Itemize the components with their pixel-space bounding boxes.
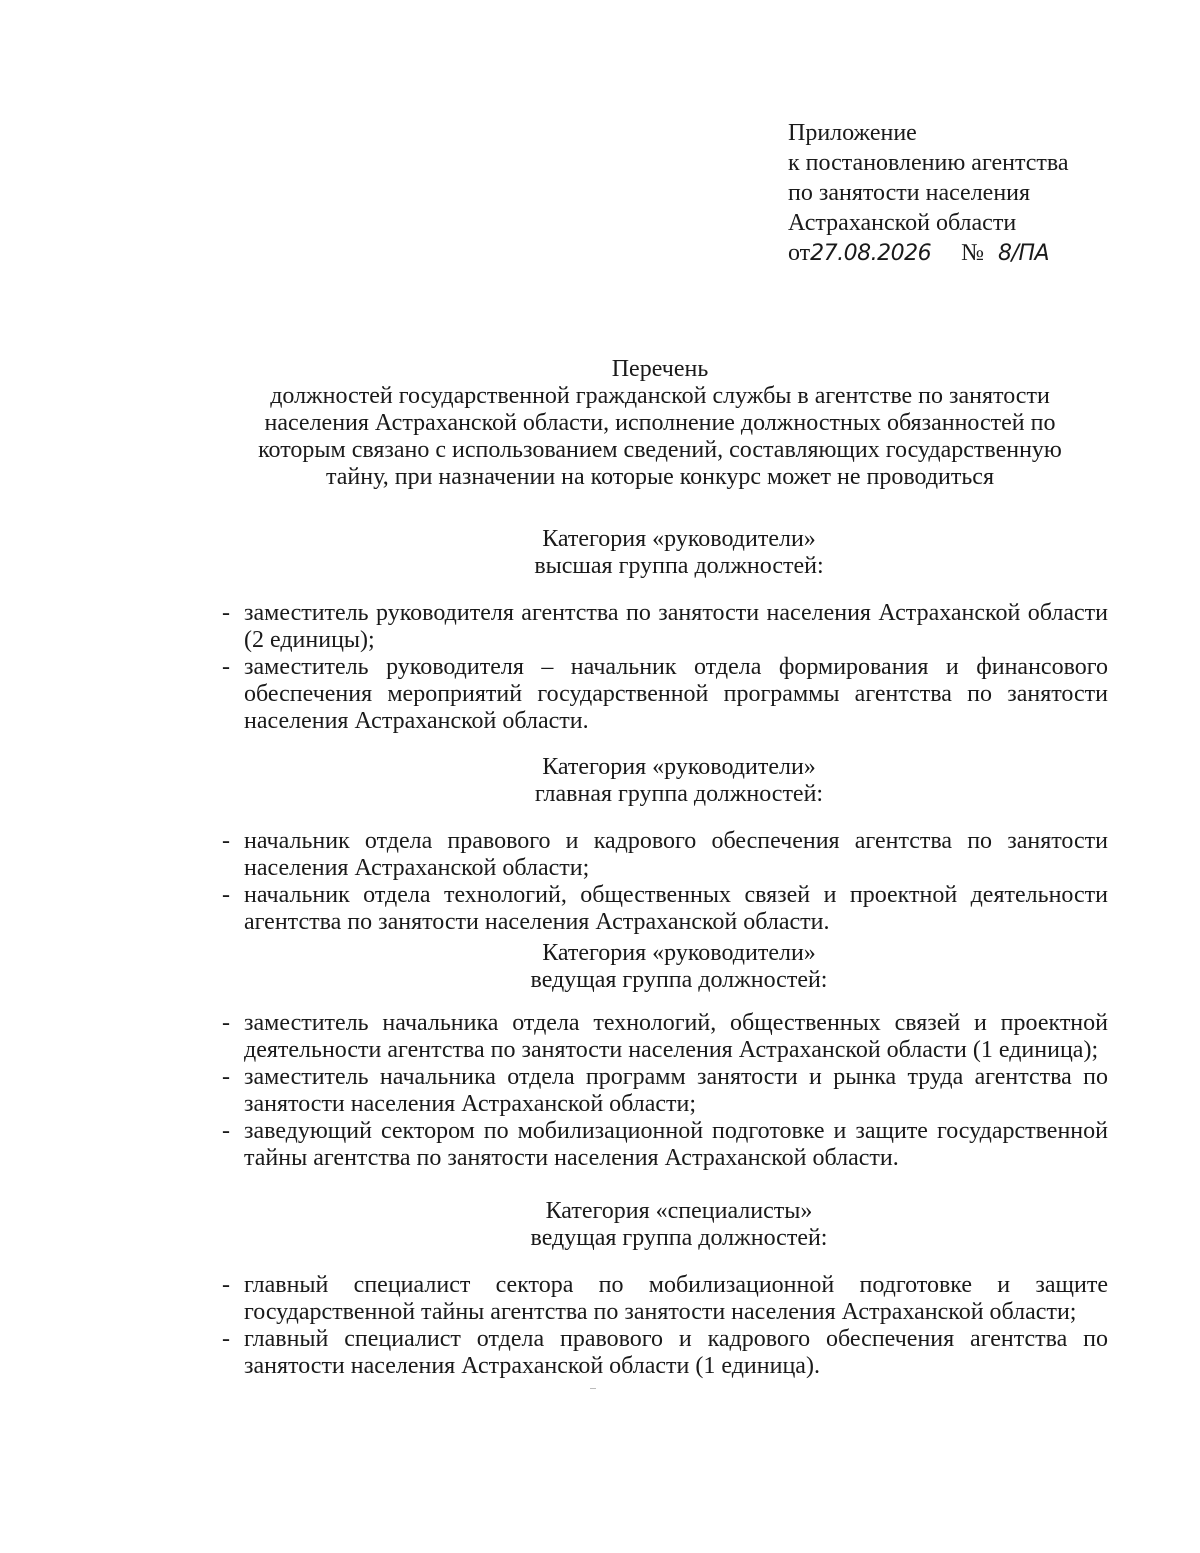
category-label: Категория «руководители» <box>542 754 816 780</box>
section-leaders-highest <box>222 526 1108 735</box>
group-label: высшая группа должностей: <box>534 553 824 579</box>
list-item: - заместитель начальника отдела технологий, общественных связей и проектной деятельности агентства по занятости населения Астраханской области (1 единица); <box>222 1010 1108 1063</box>
title-line: которым связано с использованием сведений, составляющих государственную <box>258 437 1062 463</box>
list-item: - начальник отдела технологий, общественных связей и проектной деятельности агентства по занятости населения Астраханской области. <box>222 882 1108 935</box>
date-prefix: от <box>788 240 811 266</box>
category-label: Категория «руководители» <box>542 940 816 966</box>
position-list <box>222 600 1108 735</box>
section-leaders-leading <box>222 940 1108 1172</box>
list-item: - главный специалист отдела правового и кадрового обеспечения агентства по занятости населения Астраханской области (1 единица). <box>222 1326 1108 1379</box>
position-list <box>222 828 1108 936</box>
category-heading <box>222 754 1108 808</box>
appendix-date-line <box>788 238 1118 269</box>
position-list <box>222 1010 1108 1172</box>
group-label: главная группа должностей: <box>534 781 824 807</box>
scan-speck <box>590 1388 596 1389</box>
category-label: Категория «специалисты» <box>545 1198 813 1224</box>
section-leaders-main <box>222 754 1108 936</box>
category-heading <box>222 526 1108 580</box>
list-item: - заместитель руководителя агентства по занятости населения Астраханской области (2 единицы); <box>222 600 1108 653</box>
handwritten-number: 8/ПА <box>998 241 1050 266</box>
list-item: - заведующий сектором по мобилизационной подготовке и защите государственной тайны агентства по занятости населения Астраханской области. <box>222 1118 1108 1171</box>
group-label: ведущая группа должностей: <box>530 967 828 993</box>
category-label: Категория «руководители» <box>542 526 816 552</box>
appendix-label: Приложение <box>788 120 917 146</box>
title-line: должностей государственной гражданской службы в агентстве по занятости <box>270 383 1050 409</box>
list-item: - заместитель руководителя – начальник отдела формирования и финансового обеспечения мероприятий государственной программы агентства по занятости населения Астраханской области. <box>222 654 1108 734</box>
title-line: населения Астраханской области, исполнение должностных обязанностей по <box>264 410 1056 436</box>
list-item: - заместитель начальника отдела программ занятости и рынка труда агентства по занятости населения Астраханской области; <box>222 1064 1108 1117</box>
appendix-line: Астраханской области <box>788 210 1017 236</box>
section-specialists-leading <box>222 1198 1108 1380</box>
handwritten-date: 27.08.2026 <box>810 241 932 266</box>
appendix-block <box>788 118 1118 269</box>
appendix-line: по занятости населения <box>788 180 1031 206</box>
appendix-line: к постановлению агентства <box>788 150 1069 176</box>
document-title <box>200 356 1120 491</box>
title-heading: Перечень <box>611 356 709 382</box>
number-sign: № <box>961 240 985 266</box>
category-heading <box>222 1198 1108 1252</box>
list-item: - начальник отдела правового и кадрового обеспечения агентства по занятости населения Астраханской области; <box>222 828 1108 881</box>
group-label: ведущая группа должностей: <box>530 1225 828 1251</box>
list-item: - главный специалист сектора по мобилизационной подготовке и защите государственной тайны агентства по занятости населения Астраханской области; <box>222 1272 1108 1325</box>
position-list <box>222 1272 1108 1380</box>
title-line: тайну, при назначении на которые конкурс может не проводиться <box>326 464 994 490</box>
category-heading <box>222 940 1108 994</box>
